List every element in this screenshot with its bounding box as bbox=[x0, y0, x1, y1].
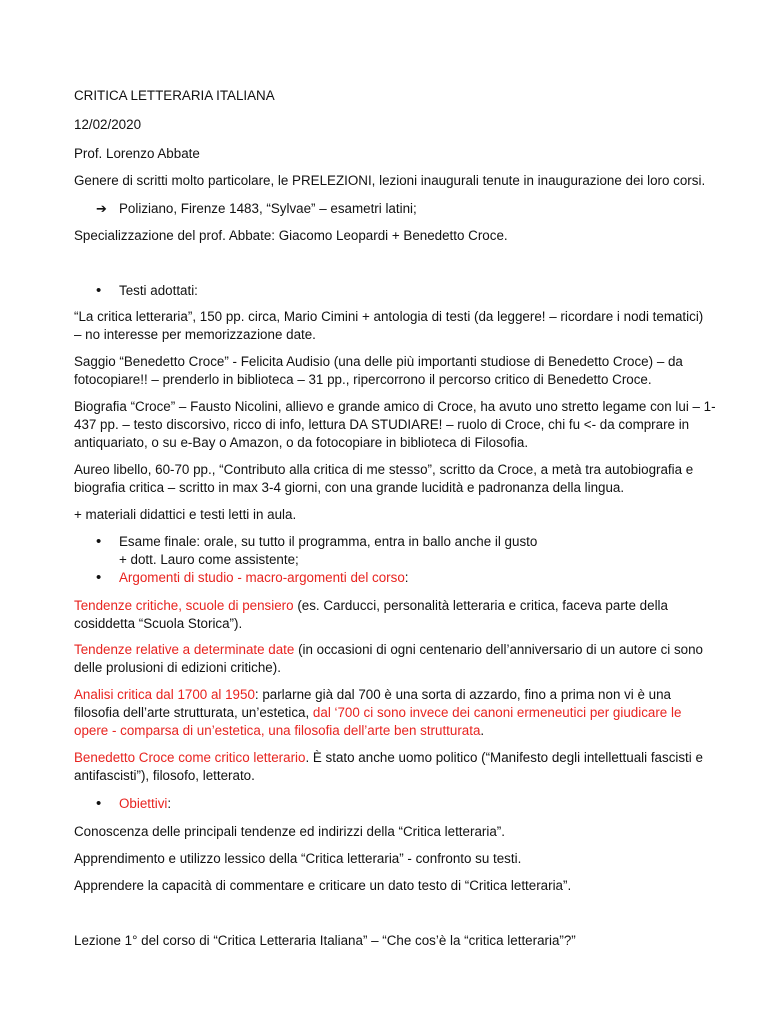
paragraph-line: antiquariato, o su e-Bay o Amazon, o da fotocopiare in biblioteca di Filosofia. bbox=[74, 435, 529, 450]
arrow-icon: ➔ bbox=[96, 201, 107, 216]
topic-text: (in occasioni di ogni centenario dell’anniversario di un autore ci sono bbox=[294, 642, 704, 657]
paragraph-line: antifascisti”), filosofo, letterato. bbox=[74, 768, 255, 783]
objective-line: Apprendimento e utilizzo lessico della “Critica letteraria” - confronto su testi. bbox=[74, 851, 522, 866]
doc-professor: Prof. Lorenzo Abbate bbox=[74, 146, 200, 161]
tendenze-date-line bbox=[74, 641, 703, 659]
arrow-item: Poliziano, Firenze 1483, “Sylvae” – esametri latini; bbox=[119, 201, 417, 216]
paragraph-line: delle prolusioni di edizioni critiche). bbox=[74, 660, 281, 675]
paragraph-line: Saggio “Benedetto Croce” - Felicita Audisio (una delle più importanti studiose di Benedetto Croce) – da bbox=[74, 354, 683, 369]
argomenti-colon: : bbox=[404, 570, 409, 585]
topic-text: . bbox=[480, 723, 485, 738]
esame-line: Esame finale: orale, su tutto il programma, entra in ballo anche il gusto bbox=[119, 534, 538, 549]
paragraph-line: 437 pp. – testo discorsivo, ricco di info, lettura DA STUDIARE! – ruolo di Croce, chi fu <- da comprare in bbox=[74, 417, 690, 432]
objective-line: Conoscenza delle principali tendenze ed indirizzi della “Critica letteraria”. bbox=[74, 824, 505, 839]
obiettivi-label: Obiettivi bbox=[119, 796, 168, 811]
paragraph-line bbox=[74, 704, 681, 722]
specializzazione-paragraph: Specializzazione del prof. Abbate: Giacomo Leopardi + Benedetto Croce. bbox=[74, 228, 508, 243]
tendenze-critiche-line bbox=[74, 597, 668, 615]
croce-line bbox=[74, 749, 703, 767]
genre-paragraph: Genere di scritti molto particolare, le PRELEZIONI, lezioni inaugurali tenute in inaugurazione dei loro corsi. bbox=[74, 173, 706, 188]
bullet-icon: • bbox=[96, 795, 102, 812]
paragraph-line: “La critica letteraria”, 150 pp. circa, Mario Cimini + antologia di testi (da leggere! – ricordare i nodi tematici) bbox=[74, 309, 704, 324]
argomenti-label: Argomenti di studio - macro-argomenti del corso bbox=[119, 570, 405, 585]
lezione-heading: Lezione 1° del corso di “Critica Letteraria Italiana” – “Che cos’è la “critica letteraria”?” bbox=[74, 933, 576, 948]
topic-text: filosofia dell’arte strutturata, un’estetica, bbox=[74, 705, 313, 720]
topic-highlight: dal ‘700 ci sono invece dei canoni ermeneutici per giudicare le bbox=[312, 705, 682, 720]
topic-title: Tendenze critiche, scuole di pensiero bbox=[74, 598, 294, 613]
objective-line: Apprendere la capacità di commentare e criticare un dato testo di “Critica letteraria”. bbox=[74, 878, 572, 893]
analisi-critica-line bbox=[74, 686, 671, 704]
bullet-icon: • bbox=[96, 282, 102, 299]
paragraph-line: Biografia “Croce” – Fausto Nicolini, allievo e grande amico di Croce, ha avuto uno stretto legame con lui – 1- bbox=[74, 399, 716, 414]
topic-title: Analisi critica dal 1700 al 1950 bbox=[74, 687, 255, 702]
paragraph-line: fotocopiare!! – prenderlo in biblioteca – 31 pp., ripercorrono il percorso critico di Benedetto Croce. bbox=[74, 372, 652, 387]
topic-highlight: opere - comparsa di un’estetica, una filosofia dell’arte ben strutturata bbox=[74, 723, 481, 738]
topic-text: : parlarne già dal 700 è una sorta di azzardo, fino a prima non vi è una bbox=[254, 687, 672, 702]
paragraph-line: cosiddetta “Scuola Storica”). bbox=[74, 616, 243, 631]
doc-date: 12/02/2020 bbox=[74, 117, 142, 132]
paragraph-line: Aureo libello, 60-70 pp., “Contributo alla critica di me stesso”, scritto da Croce, a metà tra autobiografia e bbox=[74, 462, 694, 477]
doc-title: CRITICA LETTERARIA ITALIANA bbox=[74, 88, 275, 103]
obiettivi-heading bbox=[119, 795, 171, 813]
paragraph-line: + materiali didattici e testi letti in aula. bbox=[74, 507, 297, 522]
argomenti-heading bbox=[119, 569, 409, 587]
topic-text: (es. Carducci, personalità letteraria e critica, faceva parte della bbox=[293, 598, 668, 613]
testi-heading: Testi adottati: bbox=[119, 283, 198, 298]
esame-line: + dott. Lauro come assistente; bbox=[119, 552, 299, 567]
bullet-icon: • bbox=[96, 569, 102, 586]
topic-title: Benedetto Croce come critico letterario bbox=[74, 750, 306, 765]
topic-text: . È stato anche uomo politico (“Manifesto degli intellettuali fascisti e bbox=[305, 750, 703, 765]
bullet-icon: • bbox=[96, 533, 102, 550]
obiettivi-colon: : bbox=[167, 796, 172, 811]
paragraph-line bbox=[74, 722, 484, 740]
topic-title: Tendenze relative a determinate date bbox=[74, 642, 295, 657]
paragraph-line: biografia critica – scritto in max 3-4 giorni, con una grande lucidità e padronanza della lingua. bbox=[74, 480, 625, 495]
paragraph-line: – no interesse per memorizzazione date. bbox=[74, 327, 316, 342]
